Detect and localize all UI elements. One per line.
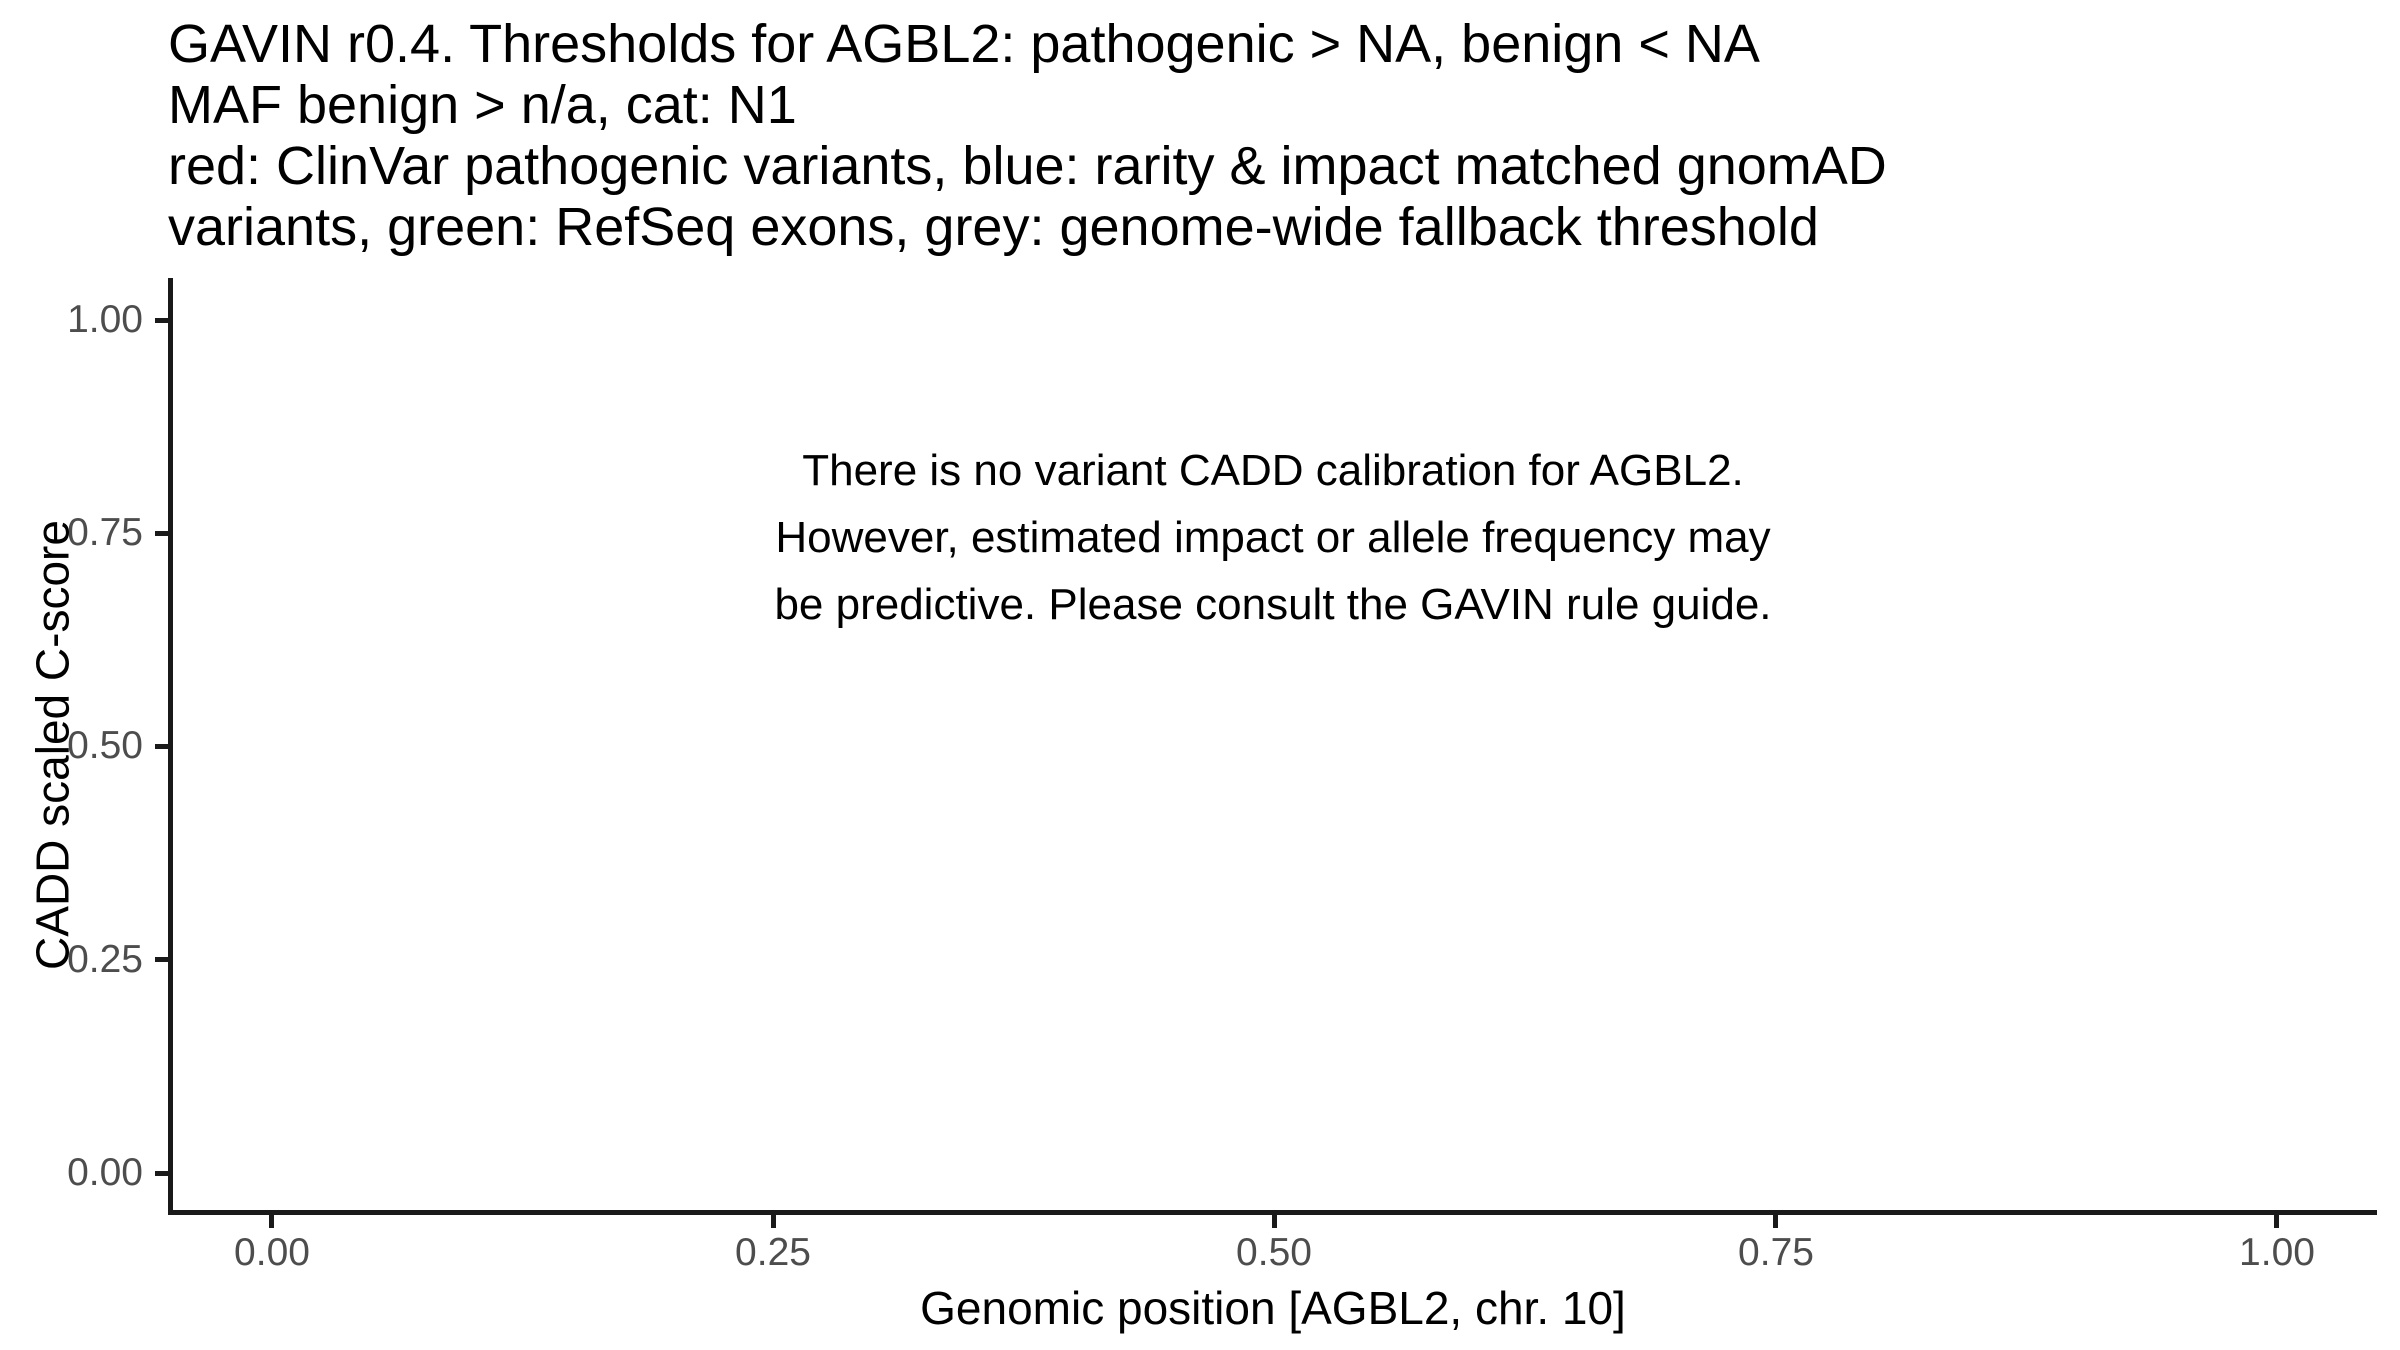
y-tick-label: 0.75 [67, 511, 143, 554]
annotation-line-3: be predictive. Please consult the GAVIN rule guide. [774, 580, 1772, 629]
y-axis-title: CADD scaled C-score [26, 520, 79, 970]
plot-title-line-3: red: ClinVar pathogenic variants, blue: rarity & impact matched gnomAD [168, 136, 1887, 196]
y-tick-mark-0.75 [155, 531, 168, 536]
plot-title-line-4: variants, green: RefSeq exons, grey: genome-wide fallback threshold [168, 197, 1819, 257]
x-tick-mark-0.00 [269, 1215, 274, 1228]
annotation-line-1: There is no variant CADD calibration for AGBL2. [802, 446, 1744, 495]
y-tick-label: 0.50 [67, 724, 143, 767]
x-tick-mark-0.25 [771, 1215, 776, 1228]
x-axis-title: Genomic position [AGBL2, chr. 10] [920, 1282, 1626, 1334]
y-tick-mark-0.00 [155, 1171, 168, 1176]
x-tick-mark-0.50 [1272, 1215, 1277, 1228]
x-tick-label: 1.00 [2239, 1231, 2315, 1274]
x-tick-label: 0.50 [1236, 1231, 1312, 1274]
y-tick-mark-0.50 [155, 744, 168, 749]
annotation-line-2: However, estimated impact or allele frequency may [775, 513, 1771, 562]
y-tick-mark-1.00 [155, 318, 168, 323]
plot-title-line-2: MAF benign > n/a, cat: N1 [168, 75, 797, 135]
x-tick-mark-0.75 [1773, 1215, 1778, 1228]
y-tick-label: 0.25 [67, 938, 143, 981]
y-tick-label: 0.00 [67, 1151, 143, 1194]
x-tick-label: 0.75 [1738, 1231, 1814, 1274]
y-tick-label: 1.00 [67, 298, 143, 341]
x-tick-label: 0.00 [234, 1231, 310, 1274]
x-tick-mark-1.00 [2274, 1215, 2279, 1228]
y-tick-mark-0.25 [155, 957, 168, 962]
x-tick-label: 0.25 [735, 1231, 811, 1274]
plot-panel [168, 278, 2377, 1215]
plot-title-line-1: GAVIN r0.4. Thresholds for AGBL2: pathogenic > NA, benign < NA [168, 14, 1760, 74]
plot-title [168, 14, 1887, 258]
no-calibration-annotation [573, 437, 1973, 638]
